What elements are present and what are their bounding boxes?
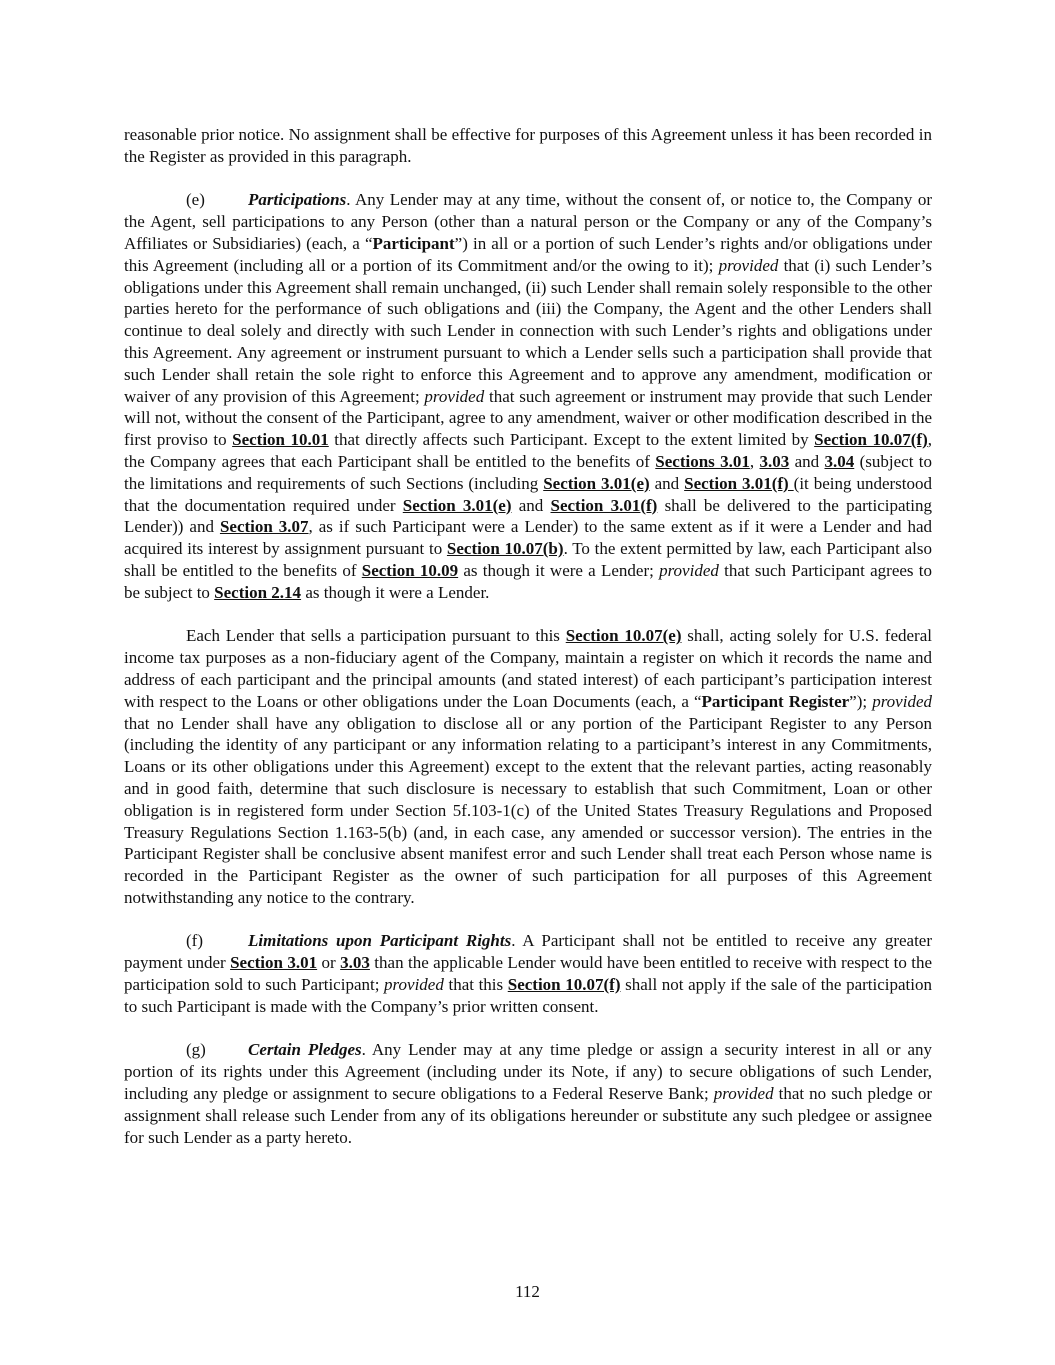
- clause-label: (g): [186, 1040, 206, 1060]
- text: Each Lender that sells a participation pursuant to this: [186, 626, 566, 646]
- text: as though it were a Lender.: [301, 582, 490, 602]
- paragraph-continuation: [124, 124, 932, 168]
- text: , as if such Participant were a Lender) to the same extent as if it were a Lender and had acquired its interest by assignment pursuant to: [124, 517, 933, 559]
- defined-term: Participant: [372, 233, 455, 253]
- text: , the Company agrees that each Participant shall be entitled to the benefits of: [124, 430, 932, 471]
- section-reference: Section 10.07(f): [507, 975, 621, 995]
- text: . A Participant shall not be entitled to receive any greater payment under: [124, 931, 933, 973]
- proviso: provided: [718, 255, 779, 275]
- clause-heading: Limitations upon Participant Rights: [248, 931, 512, 951]
- text: shall not apply if the sale of the participation to such Participant is made with the Company’s prior written consent.: [124, 975, 932, 1016]
- text: (it being understood that the documentation required under: [124, 473, 932, 515]
- text: than the applicable Lender would have been entitled to receive with respect to the participation sold to such Participant;: [124, 953, 932, 995]
- section-reference: Section 3.01(e): [543, 473, 650, 493]
- section-reference: Section 3.07: [219, 517, 309, 537]
- paragraph-g-pledges: [124, 1039, 932, 1148]
- proviso: provided: [659, 560, 719, 580]
- text: shall be delivered to the participating Lender)) and: [124, 495, 932, 537]
- section-reference: Section 10.01: [232, 430, 329, 450]
- text: ,: [749, 451, 760, 471]
- text: that no such pledge or assignment shall release such Lender from any of its obligations hereunder or substitute any such pledgee or assignee for such Lender as a party hereto.: [124, 1084, 932, 1147]
- text: shall, acting solely for U.S. federal income tax purposes as a non-fiduciary agent of the Company, maintain a register on which it records the name and address of each participant and the principal amounts (and stated interest) of each participant’s participation interest with respect to the Loans or other obligations under the Loan Documents (each, a “: [124, 626, 932, 711]
- section-reference: Section 3.01(e): [402, 495, 512, 515]
- page-number: 112: [515, 1282, 540, 1301]
- section-reference: Sections 3.01: [655, 451, 750, 471]
- proviso: provided: [424, 386, 485, 406]
- proviso: provided: [713, 1084, 774, 1104]
- text: that no Lender shall have any obligation to disclose all or any portion of the Participant Register to any Person (including the identity of any participant or any information relating to a participant’s interest in any Commitments, Loans or its other obligations under this Agreement) except to the extent that the relevant parties, acting reasonably and in good faith, determine that such disclosure is necessary to establish that such Commitment, Loan or other obligation is in registered form under Section 5f.103-1(c) of the United States Treasury Regulations and Proposed Treasury Regulations Section 1.163-5(b) (and, in each case, any amended or successor version). The entries in the Participant Register shall be conclusive absent manifest error and such Lender shall treat each Person whose name is recorded in the Participant Register as the owner of such participation for all purposes of this Agreement notwithstanding any notice to the contrary.: [124, 713, 932, 907]
- section-reference: Section 10.09: [361, 560, 459, 580]
- text: ”);: [849, 691, 873, 711]
- text: as though it were a Lender;: [458, 560, 660, 580]
- text: ”) in all or a portion of such Lender’s rights and/or obligations under this Agreement (including all or a portion of its Commitment and/or the owing to it);: [124, 233, 933, 275]
- section-reference: 3.03: [759, 451, 790, 471]
- proviso: provided: [872, 691, 932, 711]
- text: . Any Lender may at any time pledge or assign a security interest in all or any portion of its rights under this Agreement (including under its Note, if any) to secure obligations of such Lender, including any pledge or assignment to secure obligations to a Federal Reserve Bank;: [124, 1040, 932, 1104]
- section-reference: Section 3.01(f): [684, 473, 794, 493]
- document-page: [124, 124, 932, 1170]
- proviso: provided: [384, 975, 444, 995]
- clause-heading: Certain Pledges: [248, 1040, 362, 1060]
- text: and: [511, 495, 551, 515]
- section-reference: Section 10.07(e): [565, 626, 682, 646]
- section-reference: 3.04: [824, 451, 855, 471]
- text: . To the extent permitted by law, each Participant also shall be entitled to the benefits of: [124, 539, 932, 580]
- text: that such Participant agrees to be subject to: [124, 560, 932, 602]
- text: and: [789, 451, 825, 471]
- text: and: [649, 473, 685, 493]
- text: or: [317, 953, 341, 973]
- text: that such agreement or instrument may provide that such Lender will not, without the consent of the Participant, agree to any amendment, waiver or other modification described in the first proviso to: [124, 386, 932, 450]
- text: reasonable prior notice. No assignment shall be effective for purposes of this Agreement unless it has been recorded in the Register as provided in this paragraph.: [124, 125, 932, 166]
- clause-label: (e): [186, 190, 205, 210]
- clause-heading: Participations: [248, 190, 347, 210]
- section-reference: Section 10.07(b): [446, 539, 564, 559]
- text: that (i) such Lender’s obligations under this Agreement shall remain unchanged, (ii) such Lender shall remain solely responsible to the other parties hereto for the performance of such obligations and (iii) the Company, the Agent and the other Lenders shall continue to deal solely and directly with such Lender in connection with such Lender’s rights and obligations under this Agreement. Any agreement or instrument pursuant to which a Lender sells such a participation shall provide that such Lender shall retain the sole right to enforce this Agreement and to approve any amendment, modification or waiver of any provision of this Agreement;: [124, 255, 932, 406]
- defined-term: Participant Register: [701, 691, 850, 711]
- text: that directly affects such Participant. Except to the extent limited by: [328, 430, 815, 450]
- clause-label: (f): [186, 931, 203, 951]
- text: (subject to the limitations and requirements of such Sections (including: [124, 451, 933, 493]
- section-reference: Section 10.07(f): [814, 430, 928, 450]
- section-reference: 3.03: [340, 953, 370, 973]
- section-reference: Section 3.01: [230, 953, 318, 973]
- text: that this: [443, 975, 508, 995]
- text: . Any Lender may at any time, without the consent of, or notice to, the Company or the Agent, sell participations to any Person (other than a natural person or the Company or any of the Company’s Affiliates or Subsidiaries) (each, a “: [124, 190, 932, 253]
- section-reference: Section 2.14: [214, 582, 302, 602]
- paragraph-e-participations: [124, 189, 932, 603]
- section-reference: Section 3.01(f): [550, 495, 658, 515]
- paragraph-f-limitations: [124, 930, 932, 1017]
- paragraph-participant-register: [124, 625, 932, 908]
